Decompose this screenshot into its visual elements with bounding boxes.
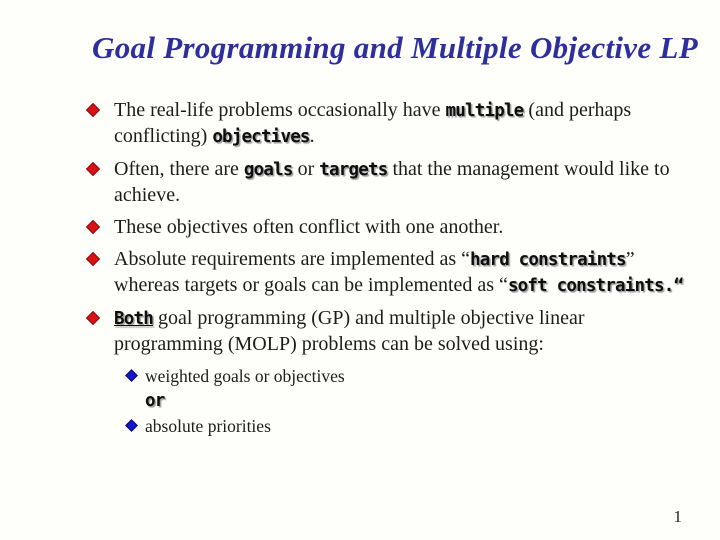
text-run: that the management would like to achieve. bbox=[114, 158, 670, 206]
keyword-underline-run: Both bbox=[114, 309, 153, 329]
text-run: goal programming (GP) and multiple objective linear programming (MOLP) problems can be solved using: bbox=[114, 307, 585, 355]
keyword-run: hard constraints bbox=[470, 250, 626, 270]
bullet-text bbox=[114, 98, 692, 150]
keyword-run: multiple bbox=[445, 101, 524, 121]
slide-body bbox=[88, 98, 694, 441]
bullet-item-5 bbox=[88, 306, 694, 357]
red-diamond-bullet-icon bbox=[86, 311, 100, 325]
bullet-text bbox=[114, 215, 692, 240]
text-run: . bbox=[309, 125, 315, 147]
bullet-text bbox=[114, 247, 692, 299]
bullet-text bbox=[114, 157, 692, 208]
sub-bullet-item-1 bbox=[127, 364, 694, 388]
text-run: These objectives often conflict with one another. bbox=[114, 216, 504, 238]
or-connector bbox=[145, 391, 694, 411]
bullet-item-3 bbox=[88, 215, 694, 240]
text-run: Often, there are bbox=[114, 158, 244, 180]
bullet-text bbox=[114, 306, 692, 357]
red-diamond-bullet-icon bbox=[86, 220, 100, 234]
sub-bullet-text: absolute priorities bbox=[145, 416, 271, 436]
red-diamond-bullet-icon bbox=[86, 103, 100, 117]
bullet-item-2 bbox=[88, 157, 694, 208]
keyword-run: .“ bbox=[663, 276, 684, 296]
slide-title: Goal Programming and Multiple Objective LP bbox=[92, 30, 698, 65]
red-diamond-bullet-icon bbox=[86, 162, 100, 176]
bullet-item-1 bbox=[88, 98, 694, 150]
blue-diamond-bullet-icon bbox=[125, 369, 138, 382]
text-run: (and perhaps conflicting) bbox=[114, 99, 632, 147]
text-run: or bbox=[292, 158, 320, 180]
keyword-run: targets bbox=[319, 160, 388, 180]
sub-bullet-item-2 bbox=[127, 414, 694, 438]
text-run: ” whereas targets or goals can be implemented as “ bbox=[114, 248, 635, 296]
text-run: Absolute requirements are implemented as “ bbox=[114, 248, 470, 270]
bullet-item-4 bbox=[88, 247, 694, 299]
keyword-run: soft constraints bbox=[507, 276, 664, 296]
blue-diamond-bullet-icon bbox=[125, 419, 138, 432]
keyword-run: goals bbox=[243, 160, 293, 180]
sub-bullet-text: weighted goals or objectives bbox=[145, 366, 345, 386]
red-diamond-bullet-icon bbox=[86, 252, 100, 266]
page-number: 1 bbox=[673, 507, 682, 526]
text-run: The real-life problems occasionally have bbox=[114, 99, 446, 121]
sub-bullet-list bbox=[127, 364, 694, 438]
keyword-run: objectives bbox=[212, 127, 310, 147]
keyword-run: or bbox=[145, 391, 165, 411]
